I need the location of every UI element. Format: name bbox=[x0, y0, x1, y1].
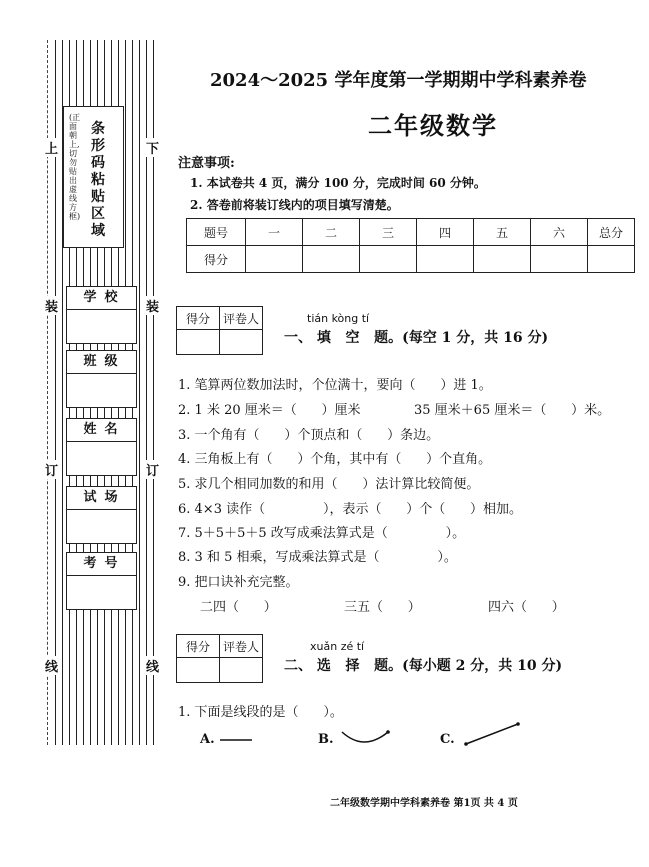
binding-char: 订 bbox=[45, 460, 58, 479]
question: 7. 5＋5＋5＋5 改写成乘法算式是（ ）。 bbox=[178, 526, 466, 541]
score-cell[interactable] bbox=[246, 246, 303, 273]
table-row bbox=[177, 307, 263, 330]
multiplication-rhyme: 三五（ ） bbox=[344, 600, 421, 615]
info-box-school bbox=[66, 286, 137, 344]
section-pinyin: tián kòng tí bbox=[307, 312, 370, 325]
section-title: 二、 选 择 题。(每小题 2 分，共 10 分) bbox=[284, 658, 563, 674]
option-label: A. bbox=[200, 732, 215, 747]
section-pinyin: xuǎn zé tí bbox=[310, 640, 365, 653]
question: 3. 一个角有（ ）个顶点和（ ）条边。 bbox=[178, 428, 440, 443]
table-cell: 一 bbox=[246, 219, 303, 246]
score-cell[interactable] bbox=[177, 330, 220, 355]
grader-table bbox=[176, 634, 263, 683]
score-cell[interactable] bbox=[588, 246, 635, 273]
binding-char: 下 bbox=[146, 138, 159, 157]
table-cell: 题号 bbox=[187, 219, 246, 246]
table-row bbox=[187, 219, 635, 246]
score-cell[interactable] bbox=[474, 246, 531, 273]
info-label: 考号 bbox=[67, 553, 136, 576]
section-title: 一、 填 空 题。(每空 1 分，共 16 分) bbox=[284, 330, 549, 346]
question: 8. 3 和 5 相乘，写成乘法算式是（ ）。 bbox=[178, 550, 457, 565]
question: 9. 把口诀补充完整。 bbox=[178, 575, 299, 590]
binding-line bbox=[139, 40, 140, 745]
binding-char: 线 bbox=[146, 656, 159, 675]
barcode-label: 条形码粘贴区域 bbox=[91, 121, 105, 239]
multiplication-rhyme: 四六（ ） bbox=[488, 600, 565, 615]
score-cell[interactable] bbox=[417, 246, 474, 273]
table-cell: 总分 bbox=[588, 219, 635, 246]
info-box-class bbox=[66, 350, 137, 408]
table-cell: 得分 bbox=[187, 246, 246, 273]
score-cell[interactable] bbox=[531, 246, 588, 273]
question: 1. 下面是线段的是（ ）。 bbox=[178, 705, 343, 720]
score-cell[interactable] bbox=[360, 246, 417, 273]
table-row bbox=[187, 246, 635, 273]
endpoint-dot bbox=[464, 742, 468, 746]
table-row bbox=[177, 330, 263, 355]
question: 4. 三角板上有（ ）个角，其中有（ ）个直角。 bbox=[178, 452, 492, 467]
score-cell[interactable] bbox=[220, 658, 263, 683]
table-row bbox=[177, 635, 263, 658]
question: 2. 1 米 20 厘米＝（ ）厘米 bbox=[178, 403, 361, 418]
table-cell: 得分 bbox=[177, 635, 220, 658]
grader-table bbox=[176, 306, 263, 355]
info-box-name bbox=[66, 418, 137, 476]
table-cell: 二 bbox=[303, 219, 360, 246]
notice-item: 2. 答卷前将装订线内的项目填写清楚。 bbox=[190, 198, 399, 212]
score-cell[interactable] bbox=[177, 658, 220, 683]
score-cell[interactable] bbox=[303, 246, 360, 273]
endpoint-dot bbox=[386, 730, 390, 734]
info-box-exam-number bbox=[66, 552, 137, 610]
option-c-figure bbox=[462, 720, 522, 748]
binding-char: 上 bbox=[45, 138, 58, 157]
barcode-area bbox=[63, 106, 124, 248]
endpoint-dot bbox=[516, 722, 520, 726]
multiplication-rhyme: 二四（ ） bbox=[200, 600, 277, 615]
option-b-figure bbox=[338, 726, 394, 750]
curve-line bbox=[342, 732, 388, 742]
table-cell: 五 bbox=[474, 219, 531, 246]
question: 6. 4×3 读作（ ），表示（ ）个（ ）相加。 bbox=[178, 502, 523, 517]
binding-char: 订 bbox=[146, 460, 159, 479]
option-label: C. bbox=[440, 732, 455, 747]
table-cell: 评卷人 bbox=[220, 635, 263, 658]
info-label: 姓名 bbox=[67, 419, 136, 442]
option-a-figure bbox=[218, 732, 254, 748]
score-cell[interactable] bbox=[220, 330, 263, 355]
barcode-note: (正面朝上,切勿贴出虚线方框) bbox=[69, 113, 81, 221]
notice-heading: 注意事项: bbox=[178, 156, 235, 171]
table-cell: 得分 bbox=[177, 307, 220, 330]
option-label: B. bbox=[318, 732, 334, 747]
info-label: 班级 bbox=[67, 351, 136, 374]
table-cell: 评卷人 bbox=[220, 307, 263, 330]
table-cell: 四 bbox=[417, 219, 474, 246]
score-table bbox=[186, 218, 635, 273]
binding-char: 装 bbox=[45, 296, 58, 315]
page-footer: 二年级数学期中学科素养卷 第1页 共 4 页 bbox=[330, 798, 518, 809]
page-title: 二年级数学 bbox=[368, 111, 498, 140]
exam-title: 2024～2025 学年度第一学期期中学科素养卷 bbox=[210, 70, 587, 91]
question: 1. 笔算两位数加法时，个位满十，要向（ ）进 1。 bbox=[178, 378, 492, 393]
binding-char: 装 bbox=[146, 296, 159, 315]
info-label: 试场 bbox=[67, 487, 136, 510]
ray-line bbox=[466, 724, 518, 744]
binding-char: 线 bbox=[45, 656, 58, 675]
table-cell: 三 bbox=[360, 219, 417, 246]
question: 5. 求几个相同加数的和用（ ）法计算比较简便。 bbox=[178, 477, 480, 492]
table-cell: 六 bbox=[531, 219, 588, 246]
info-box-room bbox=[66, 486, 137, 544]
table-row bbox=[177, 658, 263, 683]
question: 35 厘米＋65 厘米＝（ ）米。 bbox=[414, 403, 611, 418]
notice-item: 1. 本试卷共 4 页，满分 100 分，完成时间 60 分钟。 bbox=[190, 176, 486, 190]
info-label: 学校 bbox=[67, 287, 136, 310]
